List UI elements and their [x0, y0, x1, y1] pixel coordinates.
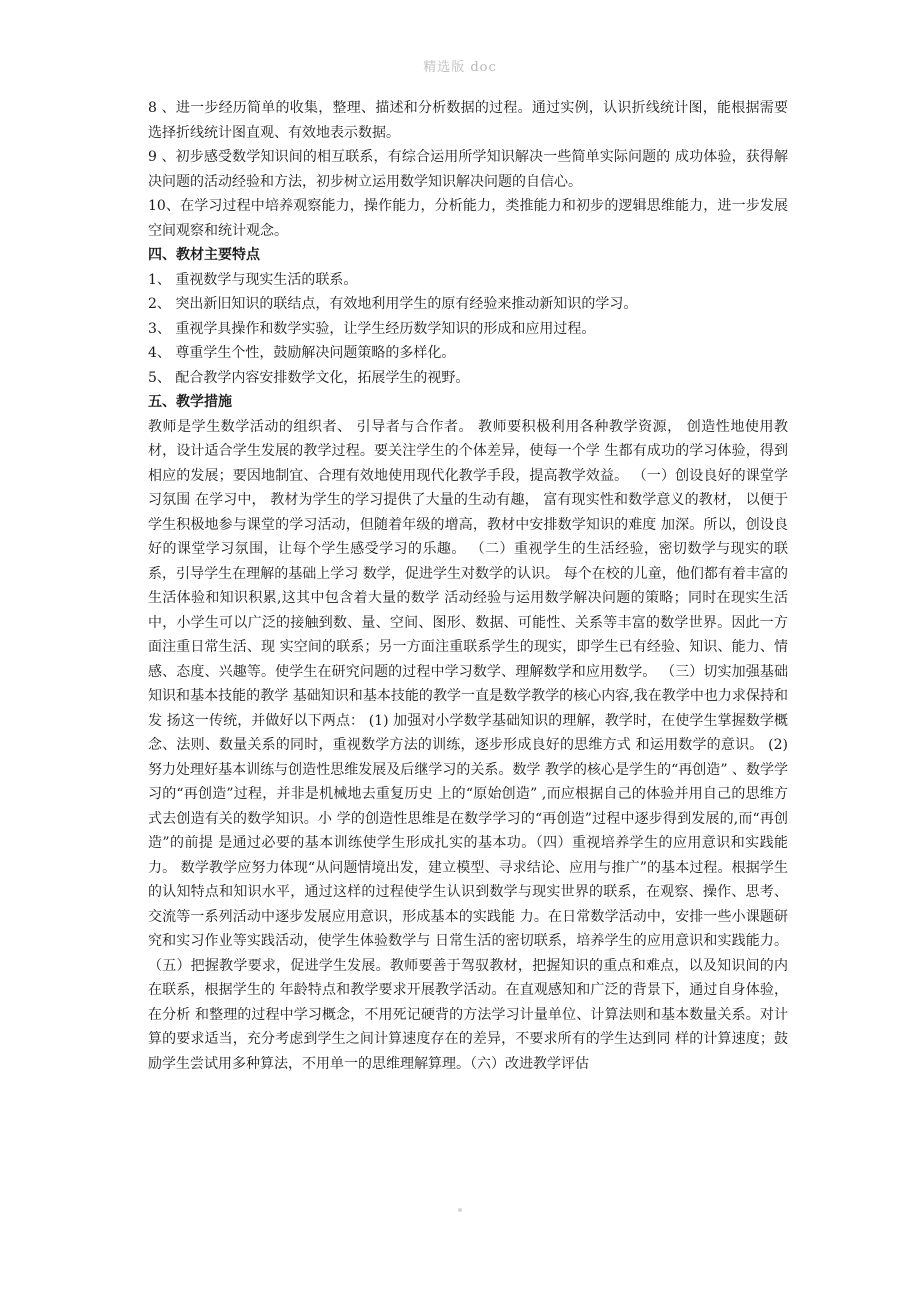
page-header: 精选版 doc: [423, 60, 497, 75]
feature-item-2: 2、 突出新旧知识的联结点，有效地利用学生的原有经验来推动新知识的学习。: [148, 296, 638, 312]
footer-dot: [458, 1208, 462, 1212]
feature-item-5: 5、 配合教学内容安排数学文化，拓展学生的视野。: [148, 369, 470, 386]
goal-item-8: 8 、进一步经历简单的收集，整理、描述和分析数据的过程。通过实例，认识折线统计图，能根据需要选择折线统计图直观、有效地表示数据。: [148, 100, 788, 141]
section5-body: 教师是学生数学活动的组织者、 引导者与合作者。 教师要积极利用各种教学资源， 创造性地使用教材，设计适合学生发展的教学过程。要关注学生的个体差异，使每一个学 生都有成功的学习体验，得到相应的发展；要因地制宜、合理有效地使用现代化教学手段，提高教学效益。 （一）创设良好的课堂学习氛围 在学习中， 教材为学生的学习提供了大量的生动有趣， 富有现实性和数学意义的教材， 以便于学生积极地参与课堂的学习活动，但随着年级的增高，教材中安排数学知识的难度 加深。所以，创设良好的课堂学习氛围，让每个学生感受学习的乐趣。 （二）重视学生的生活经验，密切数学与现实的联系，引导学生在理解的基础上学习 数学，促进学生对数学的认识。 每个在校的儿童，他们都有着丰富的生活体验和知识积累,这其中包含着大量的数学 活动经验与运用数学解决问题的策略；同时在现实生活中，小学生可以广泛的接触到数、量、空间、图形、数据、可能性、关系等丰富的数学世界。因此一方面注重日常生活、现 实空间的联系；另一方面注重联系学生的现实，即学生已有经验、知识、能力、情感、态度、兴趣等。使学生在研究问题的过程中学习数学、理解数学和应用数学。 （三）切实加强基础知识和基本技能的教学 基础知识和基本技能的教学一直是数学教学的核心内容,我在教学中也力求保持和发 扬这一传统，并做好以下两点： (1) 加强对小学数学基础知识的理解，教学时，在使学生掌握数学概念、法则、数量关系的同时，重视数学方法的训练，逐步形成良好的思维方式 和运用数学的意识。 (2) 努力处理好基本训练与创造性思维发展及后继学习的关系。数学 教学的核心是学生的“再创造” 、数学学习的“再创造”过程，并非是机械地去重复历史 上的“原始创造” ,而应根据自己的体验并用自己的思维方式去创造有关的数学知识。小 学的创造性思维是在数学学习的“再创造”过程中逐步得到发展的,而“再创造”的前提 是通过必要的基本训练使学生形成扎实的基本功。（四）重视培养学生的应用意识和实践能力。 数学教学应努力体现“从问题情境出发，建立模型、寻求结论、应用与推广”的基本过程。根据学生的认知特点和知识水平，通过这样的过程使学生认识到数学与现实世界的联系，在观察、操作、思考、交流等一系列活动中逐步发展应用意识，形成基本的实践能 力。在日常数学活动中，安排一些小课题研究和实习作业等实践活动，使学生体验数学与 日常生活的密切联系，培养学生的应用意识和实践能力。（五）把握教学要求，促进学生发展。教师要善于驾驭教材，把握知识的重点和难点，以及知识间的内在联系，根据学生的 年龄特点和教学要求开展教学活动。在直观感知和广泛的背景下，通过自身体验，在分析 和整理的过程中学习概念，不用死记硬背的方法学习计量单位、计算法则和基本数量关系。对计算的要求适当，充分考虑到学生之间计算速度存在的差异，不要求所有的学生达到同 样的计算速度；鼓励学生尝试用多种算法，不用单一的思维理解算理。（六）改进教学评估: [148, 418, 788, 1072]
section4-title: 四、教材主要特点: [148, 247, 260, 263]
feature-item-4: 4、 尊重学生个性，鼓励解决问题策略的多样化。: [148, 345, 456, 361]
goal-item-9: 9 、初步感受数学知识间的相互联系，有综合运用所学知识解决一些简单实际问题的 成功体验，获得解决问题的活动经验和方法，初步树立运用数学知识解决问题的自信心。: [148, 149, 788, 190]
section5-title: 五、教学措施: [148, 394, 232, 410]
goal-item-10: 10、在学习过程中培养观察能力，操作能力，分析能力，类推能力和初步的逻辑思维能力，进一步发展空间观察和统计观念。: [148, 198, 788, 239]
feature-item-1: 1、 重视数学与现实生活的联系。: [148, 271, 358, 288]
feature-item-3: 3、 重视学具操作和数学实验，让学生经历数学知识的形成和应用过程。: [148, 320, 596, 337]
document-body: [148, 96, 788, 1076]
